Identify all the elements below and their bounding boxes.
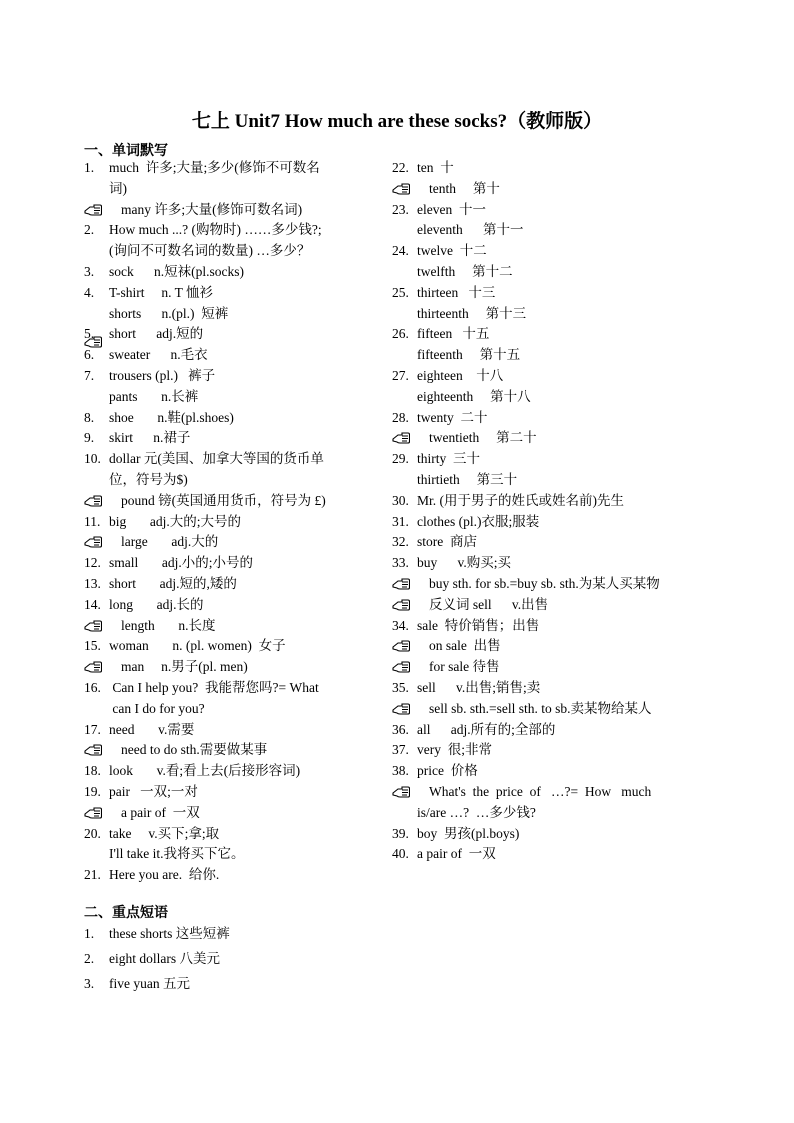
item-text: pound 镑(英国通用货币，符号为 £) [121, 492, 326, 508]
pointing-hand-icon [392, 182, 410, 196]
vocab-item [392, 532, 722, 553]
vocab-item [84, 241, 384, 262]
vocab-item [84, 345, 384, 366]
section-heading-vocabulary: 一、单词默写 [84, 144, 168, 159]
vocab-item [84, 636, 384, 657]
vocab-item [392, 262, 722, 283]
item-text: 词) [109, 180, 127, 196]
pointing-hand-icon [84, 535, 102, 549]
item-number: 6. [84, 347, 95, 363]
vocab-item [84, 470, 384, 491]
item-text: store 商店 [417, 534, 477, 550]
vocab-item [392, 553, 722, 574]
page-title: 七上 Unit7 How much are these socks?（教师版） [191, 111, 603, 132]
item-number: 3. [84, 263, 95, 279]
item-text: a pair of 一双 [417, 846, 496, 862]
item-text: thirteen 十三 [417, 284, 496, 300]
item-number: 2. [84, 222, 95, 238]
item-number: 16. [84, 679, 101, 695]
vocab-item [392, 491, 722, 512]
vocab-item [84, 387, 384, 408]
item-number: 40. [392, 846, 409, 862]
item-text: can I do for you? [109, 700, 205, 716]
item-number: 37. [392, 742, 409, 758]
pointing-hand-icon [392, 785, 410, 799]
vocab-item [84, 616, 384, 637]
vocab-item [84, 324, 384, 345]
vocab-column-right [392, 158, 722, 865]
item-text: sell sb. sth.=sell sth. to sb.卖某物给某人 [429, 700, 652, 716]
item-text: What's the price of …?= How much [429, 783, 652, 799]
phrase-item [84, 921, 484, 946]
vocab-item [84, 678, 384, 699]
vocab-item [392, 574, 722, 595]
vocab-item [392, 824, 722, 845]
item-text: sock n.短袜(pl.socks) [109, 263, 244, 279]
vocab-item [84, 366, 384, 387]
item-text: T-shirt n. T 恤衫 [109, 284, 214, 300]
vocab-item [392, 740, 722, 761]
item-text: five yuan 五元 [109, 976, 190, 991]
item-text: 反义词 sell v.出售 [429, 596, 549, 612]
item-number: 12. [84, 555, 101, 571]
item-text: Can I help you? 我能帮您吗?= What [109, 679, 319, 695]
vocab-item [392, 678, 722, 699]
pointing-hand-icon [392, 431, 410, 445]
item-number: 29. [392, 451, 409, 467]
vocab-item [84, 179, 384, 200]
item-text: fifteen 十五 [417, 326, 490, 342]
item-text: big adj.大的;大号的 [109, 513, 241, 529]
item-text: dollar 元(美国、加拿大等国的货币单 [109, 451, 324, 467]
item-number: 18. [84, 763, 101, 779]
item-number: 34. [392, 617, 409, 633]
item-text: sweater n.毛衣 [109, 347, 208, 363]
item-text: (询问不可数名词的数量) …多少？ [109, 243, 311, 259]
phrase-list [84, 921, 484, 996]
vocab-item [84, 491, 384, 512]
item-text: many 许多;大量(修饰可数名词) [121, 201, 303, 217]
item-text: look v.看;看上去(后接形容词) [109, 763, 301, 779]
vocab-item [392, 179, 722, 200]
item-number: 39. [392, 825, 409, 841]
item-text: pants n.长裤 [109, 388, 199, 404]
vocab-item [84, 844, 384, 865]
item-text: How much ...? (购物时) ……多少钱?; [109, 222, 322, 238]
item-number: 25. [392, 284, 409, 300]
item-text: buy sth. for sb.=buy sb. sth.为某人买某物 [429, 575, 660, 591]
vocab-item [392, 470, 722, 491]
vocab-item [392, 283, 722, 304]
item-number: 17. [84, 721, 101, 737]
vocab-item [392, 761, 722, 782]
item-text: tenth 第十 [429, 180, 500, 196]
item-number: 22. [392, 160, 409, 175]
vocab-item [84, 532, 384, 553]
item-text: these shorts 这些短裤 [109, 926, 230, 941]
item-text: man n.男子(pl. men) [121, 659, 248, 675]
item-text: on sale 出售 [429, 638, 501, 654]
vocab-item [84, 449, 384, 470]
item-number: 14. [84, 596, 101, 612]
item-text: shorts n.(pl.) 短裤 [109, 305, 229, 321]
vocab-column-left [84, 158, 384, 886]
vocab-item [392, 345, 722, 366]
item-text: Here you are. 给你. [109, 867, 220, 883]
vocab-item [392, 657, 722, 678]
item-number: 32. [392, 534, 409, 550]
vocab-item [392, 220, 722, 241]
pointing-hand-icon [392, 577, 410, 591]
item-text: take v.买下;拿;取 [109, 825, 220, 841]
item-text: need v.需要 [109, 721, 195, 737]
item-text: for sale 待售 [429, 659, 500, 675]
vocab-item [392, 449, 722, 470]
item-number: 19. [84, 783, 101, 799]
phrase-item [84, 946, 484, 971]
vocab-item [84, 220, 384, 241]
pointing-hand-icon [84, 203, 102, 217]
item-number: 20. [84, 825, 101, 841]
vocab-item [392, 595, 722, 616]
item-text: sell v.出售;销售;卖 [417, 679, 541, 695]
item-text: twelve 十二 [417, 243, 487, 259]
vocab-item [392, 158, 722, 179]
vocab-item [392, 512, 722, 533]
item-text: eighteenth 第十八 [417, 388, 531, 404]
item-text: Mr. (用于男子的姓氏或姓名前)先生 [417, 492, 624, 508]
item-number: 9. [84, 430, 95, 446]
item-text: clothes (pl.)衣服;服装 [417, 513, 540, 529]
vocab-item [84, 574, 384, 595]
vocab-item [84, 782, 384, 803]
vocab-item [84, 283, 384, 304]
vocab-item [84, 595, 384, 616]
vocab-item [392, 324, 722, 345]
item-text: eleventh 第十一 [417, 222, 524, 238]
vocab-item [84, 262, 384, 283]
item-number: 28. [392, 409, 409, 425]
vocab-item [84, 408, 384, 429]
vocab-item [392, 387, 722, 408]
item-text: thirteenth 第十三 [417, 305, 527, 321]
item-number: 13. [84, 575, 101, 591]
vocab-item [84, 553, 384, 574]
item-text: ten 十 [417, 160, 454, 175]
item-number: 33. [392, 555, 409, 571]
item-text: all adj.所有的;全部的 [417, 721, 556, 737]
item-text: buy v.购买;买 [417, 555, 511, 571]
vocab-item [392, 366, 722, 387]
vocab-item [392, 304, 722, 325]
item-number: 23. [392, 201, 409, 217]
vocab-item [84, 428, 384, 449]
pointing-hand-icon [84, 743, 102, 757]
vocab-item [84, 512, 384, 533]
item-number: 38. [392, 763, 409, 779]
vocab-item [392, 200, 722, 221]
item-text: price 价格 [417, 763, 478, 779]
item-text: fifteenth 第十五 [417, 347, 521, 363]
section-heading-phrases: 二、重点短语 [84, 906, 168, 921]
pointing-hand-icon [84, 660, 102, 674]
item-text: short adj.短的 [109, 326, 204, 342]
item-text: boy 男孩(pl.boys) [417, 825, 520, 841]
vocab-item [392, 241, 722, 262]
item-text: length n.长度 [121, 617, 216, 633]
item-number: 8. [84, 409, 95, 425]
vocab-item [84, 699, 384, 720]
vocab-item [84, 657, 384, 678]
item-text: large adj.大的 [121, 534, 219, 550]
item-text: I'll take it.我将买下它。 [109, 846, 245, 862]
item-number: 1. [84, 160, 95, 175]
vocab-item [84, 803, 384, 824]
vocab-item [392, 782, 722, 803]
item-text: very 很;非常 [417, 742, 492, 758]
vocab-item [84, 158, 384, 179]
vocab-item [392, 408, 722, 429]
pointing-hand-icon [392, 598, 410, 612]
item-number: 7. [84, 367, 95, 383]
vocab-item [84, 761, 384, 782]
item-number: 26. [392, 326, 409, 342]
item-text: long adj.长的 [109, 596, 204, 612]
vocab-item [84, 720, 384, 741]
vocab-item [84, 740, 384, 761]
item-number: 5. [84, 326, 95, 342]
item-number: 2. [84, 951, 95, 966]
vocab-item [84, 304, 384, 325]
item-text: thirtieth 第三十 [417, 471, 518, 487]
item-text: twelfth 第十二 [417, 263, 513, 279]
pointing-hand-icon [392, 702, 410, 716]
vocab-item [392, 428, 722, 449]
vocab-item [84, 865, 384, 886]
pointing-hand-icon [392, 639, 410, 653]
pointing-hand-icon [84, 806, 102, 820]
item-number: 31. [392, 513, 409, 529]
item-text: woman n. (pl. women) 女子 [109, 638, 286, 654]
item-text: short adj.短的,矮的 [109, 575, 237, 591]
item-number: 21. [84, 867, 101, 883]
item-text: eighteen 十八 [417, 367, 504, 383]
vocab-item [392, 720, 722, 741]
item-text: much 许多;大量;多少(修饰不可数名 [109, 160, 320, 175]
item-number: 4. [84, 284, 95, 300]
item-number: 30. [392, 492, 409, 508]
item-text: trousers (pl.) 裤子 [109, 367, 216, 383]
item-text: eleven 十一 [417, 201, 486, 217]
vocab-item [392, 844, 722, 865]
vocab-item [392, 699, 722, 720]
vocab-item [84, 824, 384, 845]
pointing-hand-icon [392, 660, 410, 674]
item-number: 10. [84, 451, 101, 467]
vocab-item [392, 803, 722, 824]
phrase-item [84, 971, 484, 996]
item-text: is/are …? …多少钱? [417, 804, 536, 820]
item-number: 3. [84, 976, 95, 991]
item-number: 27. [392, 367, 409, 383]
item-text: small adj.小的;小号的 [109, 555, 253, 571]
item-text: pair 一双;一对 [109, 783, 198, 799]
item-text: twenty 二十 [417, 409, 488, 425]
item-text: a pair of 一双 [121, 804, 200, 820]
pointing-hand-icon [84, 619, 102, 633]
item-text: skirt n.裙子 [109, 430, 191, 446]
vocab-item [84, 200, 384, 221]
item-text: eight dollars 八美元 [109, 951, 220, 966]
item-number: 1. [84, 926, 95, 941]
item-number: 35. [392, 679, 409, 695]
item-text: sale 特价销售；出售 [417, 617, 540, 633]
item-text: need to do sth.需要做某事 [121, 742, 268, 758]
item-text: 位，符号为$) [109, 471, 188, 487]
item-text: twentieth 第二十 [429, 430, 537, 446]
item-number: 11. [84, 513, 101, 529]
pointing-hand-icon [84, 494, 102, 508]
item-text: thirty 三十 [417, 451, 480, 467]
item-number: 15. [84, 638, 101, 654]
item-number: 36. [392, 721, 409, 737]
vocab-item [392, 636, 722, 657]
item-number: 24. [392, 243, 409, 259]
item-text: shoe n.鞋(pl.shoes) [109, 409, 234, 425]
vocab-item [392, 616, 722, 637]
